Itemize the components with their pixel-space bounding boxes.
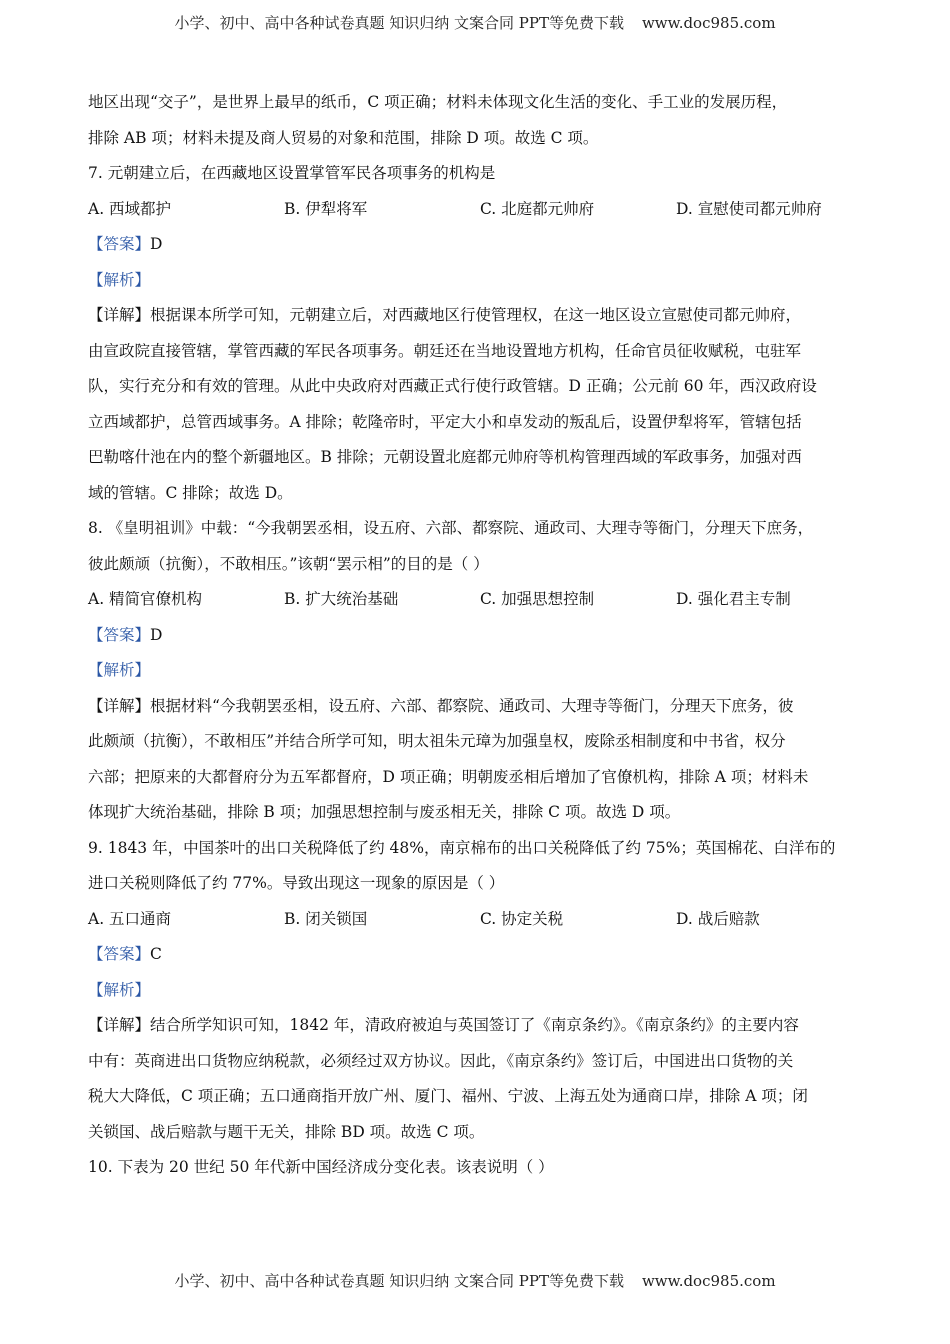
page-footer <box>0 1270 950 1291</box>
text-line: 六部；把原来的大都督府分为五军都督府，D 项正确；明朝废丞相后增加了官僚机构，排除 A 项；材料未 <box>88 767 809 786</box>
text-line: 由宣政院直接管辖，掌管西藏的军民各项事务。朝廷还在当地设置地方机构，任命官员征收赋税，屯驻军 <box>88 341 802 360</box>
option-b: B. 伊犁将军 <box>284 199 368 218</box>
question-9: 9. 1843 年，中国茶叶的出口关税降低了约 48%，南京棉布的出口关税降低了约 75%；英国棉花、白洋布的 <box>88 838 836 857</box>
detail-line <box>88 297 873 333</box>
text-line: 税大大降低，C 项正确；五口通商指开放广州、厦门、福州、宁波、上海五处为通商口岸，排除 A 项；闭 <box>88 1087 808 1105</box>
question-7-options <box>88 191 873 227</box>
text-line: 地区出现“交子”，是世界上最早的纸币，C 项正确；材料未体现文化生活的变化、手工业的发展历程， <box>88 93 788 111</box>
text-line: 体现扩大统治基础，排除 B 项；加强思想控制与废丞相无关，排除 C 项。故选 D 项。 <box>88 803 681 821</box>
answer-line <box>88 617 873 653</box>
analysis-label: 【解析】 <box>88 270 151 289</box>
answer-label: 【答案】 <box>88 625 151 644</box>
analysis-line <box>88 652 873 688</box>
text-line: 此颇颃（抗衡），不敢相压”并结合所学可知，明太祖朱元璋为加强皇权，废除丞相制度和中书省，权分 <box>88 732 786 750</box>
option-d: D. 战后赔款 <box>676 909 760 928</box>
detail-text: 结合所学知识可知，1842 年，清政府被迫与英国签订了《南京条约》。《南京条约》的主要内容 <box>150 1016 799 1034</box>
detail-label: 【详解】 <box>88 1016 151 1034</box>
text-line: 域的管辖。C 排除；故选 D。 <box>88 483 293 502</box>
question-9-options <box>88 901 873 937</box>
footer-text: 小学、初中、高中各种试卷真题 知识归纳 文案合同 PPT等免费下载 <box>174 1272 624 1290</box>
analysis-label: 【解析】 <box>88 980 151 999</box>
header-url[interactable]: www.doc985.com <box>641 14 776 32</box>
answer-line <box>88 226 873 262</box>
option-a: A. 精简官僚机构 <box>88 590 203 608</box>
detail-line <box>88 688 873 724</box>
answer-label: 【答案】 <box>88 235 151 253</box>
option-b: B. 闭关锁国 <box>284 909 368 928</box>
option-c: C. 北庭都元帅府 <box>480 199 595 218</box>
option-c: C. 协定关税 <box>480 909 564 928</box>
analysis-label: 【解析】 <box>88 661 151 679</box>
detail-text: 根据课本所学可知，元朝建立后，对西藏地区行使管理权，在这一地区设立宣慰使司都元帅府， <box>150 306 802 324</box>
text-line: 进口关税则降低了约 77%。导致出现这一现象的原因是（ ） <box>88 874 505 892</box>
page-header <box>0 12 950 33</box>
option-d: D. 强化君主专制 <box>676 590 791 608</box>
option-b: B. 扩大统治基础 <box>284 590 399 608</box>
text-line: 巴勒喀什池在内的整个新疆地区。B 排除；元朝设置北庭都元帅府等机构管理西域的军政事务，加强对西 <box>88 448 802 466</box>
option-a: A. 五口通商 <box>88 909 172 928</box>
question-7: 7. 元朝建立后，在西藏地区设置掌管军民各项事务的机构是 <box>88 164 496 182</box>
text-line: 中有：英商进出口货物应纳税款，必须经过双方协议。因此，《南京条约》签订后，中国进出口货物的关 <box>88 1051 794 1070</box>
detail-label: 【详解】 <box>88 306 151 324</box>
answer-value: D <box>150 625 163 644</box>
answer-label: 【答案】 <box>88 945 151 963</box>
answer-line <box>88 936 873 972</box>
question-8: 8. 《皇明祖训》中载：“今我朝罢丞相，设五府、六部、都察院、通政司、大理寺等衙门，分理天下庶务， <box>88 519 814 537</box>
answer-value: D <box>150 235 163 253</box>
header-text: 小学、初中、高中各种试卷真题 知识归纳 文案合同 PPT等免费下载 <box>174 14 624 32</box>
answer-value: C <box>150 945 162 963</box>
text-line: 队，实行充分和有效的管理。从此中央政府对西藏正式行使行政管辖。D 正确；公元前 60 年，西汉政府设 <box>88 377 817 395</box>
analysis-line <box>88 972 873 1008</box>
text-line: 排除 AB 项；材料未提及商人贸易的对象和范围，排除 D 项。故选 C 项。 <box>88 128 599 147</box>
text-line: 立西域都护，总管西域事务。A 排除；乾隆帝时，平定大小和卓发动的叛乱后，设置伊犁将军，管辖包括 <box>88 412 802 431</box>
question-10: 10. 下表为 20 世纪 50 年代新中国经济成分变化表。该表说明（ ） <box>88 1158 554 1176</box>
detail-line <box>88 1007 873 1043</box>
option-d: D. 宣慰使司都元帅府 <box>676 199 822 218</box>
detail-text: 根据材料“今我朝罢丞相，设五府、六部、都察院、通政司、大理寺等衙门，分理天下庶务，彼 <box>150 696 794 715</box>
text-line: 关锁国、战后赔款与题干无关，排除 BD 项。故选 C 项。 <box>88 1122 485 1141</box>
option-a: A. 西域都护 <box>88 199 172 218</box>
footer-url[interactable]: www.doc985.com <box>641 1272 776 1290</box>
text-line: 彼此颇颃（抗衡），不敢相压。”该朝“罢示相”的目的是（ ） <box>88 554 489 573</box>
document-body <box>88 84 873 1185</box>
analysis-line <box>88 262 873 298</box>
detail-label: 【详解】 <box>88 696 151 715</box>
option-c: C. 加强思想控制 <box>480 590 595 608</box>
question-8-options <box>88 581 873 617</box>
